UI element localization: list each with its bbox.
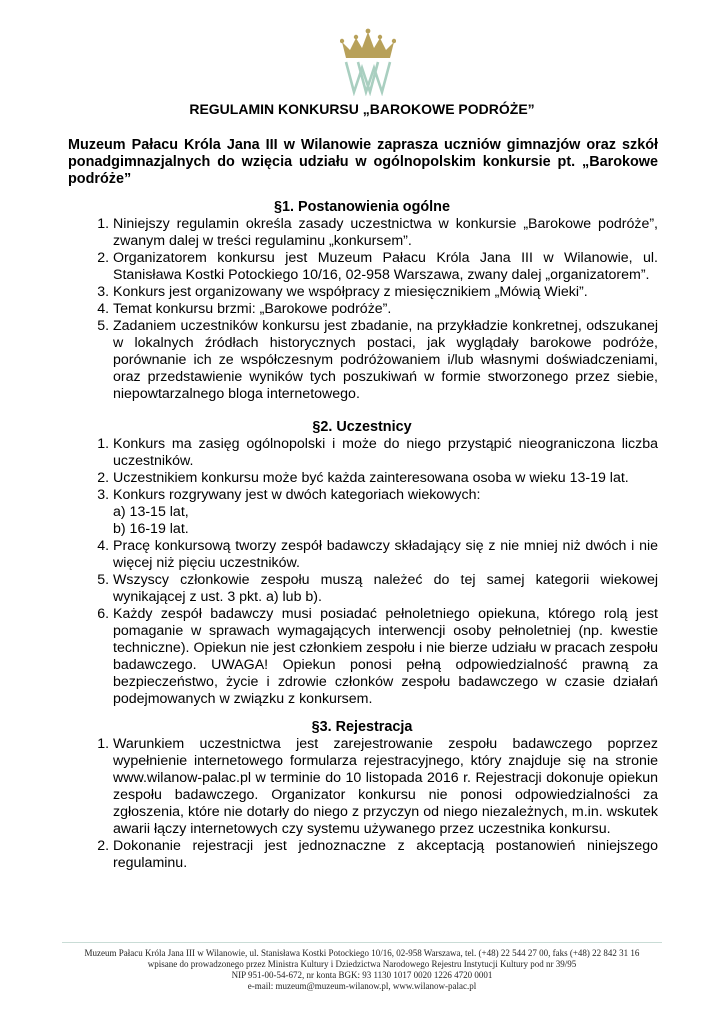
list-item: 6. Każdy zespół badawczy musi posiadać pełnoletniego opiekuna, którego rolą jest pomaganie w sprawach wymagających interwencji osoby pełnoletniej (np. kwestie techniczne). Opiekun nie jest członkiem zespołu i nie bierze udziału w pracach zespołu badawczego. UWAGA! Opiekun ponosi pełną odpowiedzialność prawną za bezpieczeństwo, życie i zdrowie członków zespołu badawczego w czasie działań podejmowanych w związku z konkursem. bbox=[113, 606, 658, 708]
list-item: 2. Organizatorem konkursu jest Muzeum Pałacu Króla Jana III w Wilanowie, ul. Stanisława Kostki Potockiego 10/16, 02-958 Warszawa, zwany dalej „organizatorem”. bbox=[113, 250, 658, 284]
list-item: 4. Temat konkursu brzmi: „Barokowe podróże”. bbox=[113, 301, 658, 318]
footer-divider bbox=[62, 942, 662, 943]
list-item: 2. Dokonanie rejestracji jest jednoznaczne z akceptacją postanowień niniejszego regulaminu. bbox=[113, 838, 658, 872]
section-1-list bbox=[68, 216, 658, 403]
list-item: 1. Niniejszy regulamin określa zasady uczestnictwa w konkursie „Barokowe podróże”, zwanym dalej w treści regulaminu „konkursem”. bbox=[113, 216, 658, 250]
list-item: 1. Konkurs ma zasięg ogólnopolski i może do niego przystąpić nieograniczona liczba uczestników. bbox=[113, 436, 658, 470]
intro-paragraph: Muzeum Pałacu Króla Jana III w Wilanowie zaprasza uczniów gimnazjów oraz szkół ponadgimnazjalnych do wzięcia udziału w ogólnopolskim konkursie pt. „Barokowe podróże” bbox=[68, 137, 658, 187]
footer-contact: e-mail: muzeum@muzeum-wilanow.pl, www.wilanow-palac.pl bbox=[247, 981, 477, 991]
section-3-list bbox=[68, 736, 658, 872]
list-item: 5. Wszyscy członkowie zespołu muszą należeć do tej samej kategorii wiekowej wynikającej z ust. 3 pkt. a) lub b). bbox=[113, 572, 658, 606]
list-item-text: Konkurs rozgrywany jest w dwóch kategoriach wiekowych: bbox=[113, 487, 481, 503]
list-item bbox=[113, 487, 658, 538]
list-item: 3. Konkurs jest organizowany we współpracy z miesięcznikiem „Mówią Wieki”. bbox=[113, 284, 658, 301]
section-heading-general: §1. Postanowienia ogólne bbox=[274, 199, 450, 215]
footer-registry: wpisane do prowadzonego przez Ministra Kultury i Dziedzictwa Narodowego Rejestru Instytucji Kultury pod nr 39/95 bbox=[147, 959, 577, 969]
section-2-list bbox=[68, 436, 658, 708]
age-category-a: a) 13-15 lat, bbox=[113, 504, 189, 520]
section-heading-participants: §2. Uczestnicy bbox=[312, 419, 412, 435]
footer bbox=[0, 948, 724, 992]
footer-address: Muzeum Pałacu Króla Jana III w Wilanowie, ul. Stanisława Kostki Potockiego 10/16, 02-958 Warszawa, tel. (+48) 22 544 27 00, faks (+48) 22 842 31 16 bbox=[84, 948, 640, 958]
crown-icon bbox=[340, 29, 396, 58]
section-heading-registration: §3. Rejestracja bbox=[311, 719, 413, 735]
list-item: 5. Zadaniem uczestników konkursu jest zbadanie, na przykładzie konkretnej, odszukanej w lokalnych źródłach historycznych postaci, jak wyglądały barokowe podróże, porównanie ich ze współczesnym podróżowaniem i/lub własnymi doświadczeniami, oraz przedstawienie wyników tych poszukiwań w formie stworzonego przez siebie, niepowtarzalnego bloga internetowego. bbox=[113, 318, 658, 403]
age-category-b: b) 16-19 lat. bbox=[113, 521, 189, 537]
footer-tax-bank: NIP 951-00-54-672, nr konta BGK: 93 1130 1017 0020 1226 4720 0001 bbox=[231, 970, 493, 980]
museum-logo-icon bbox=[340, 28, 396, 96]
list-item: 1. Warunkiem uczestnictwa jest zarejestrowanie zespołu badawczego poprzez wypełnienie internetowego formularza rejestracyjnego, który znajduje się na stronie www.wilanow-palac.pl w terminie do 10 listopada 2016 r. Rejestracji dokonuje opiekun zespołu badawczego. Organizator konkursu nie ponosi odpowiedzialności za zgłoszenia, które nie dotarły do niego z przyczyn od niego niezależnych, m.in. wskutek awarii łączy internetowych czy systemu używanego przez uczestnika konkursu. bbox=[113, 736, 658, 838]
list-item: 2. Uczestnikiem konkursu może być każda zainteresowana osoba w wieku 13-19 lat. bbox=[113, 470, 658, 487]
list-item: 4. Pracę konkursową tworzy zespół badawczy składający się z nie mniej niż dwóch i nie więcej niż pięciu uczestników. bbox=[113, 538, 658, 572]
double-w-monogram-icon bbox=[346, 62, 390, 92]
document-title: REGULAMIN KONKURSU „BAROKOWE PODRÓŻE” bbox=[189, 101, 535, 117]
